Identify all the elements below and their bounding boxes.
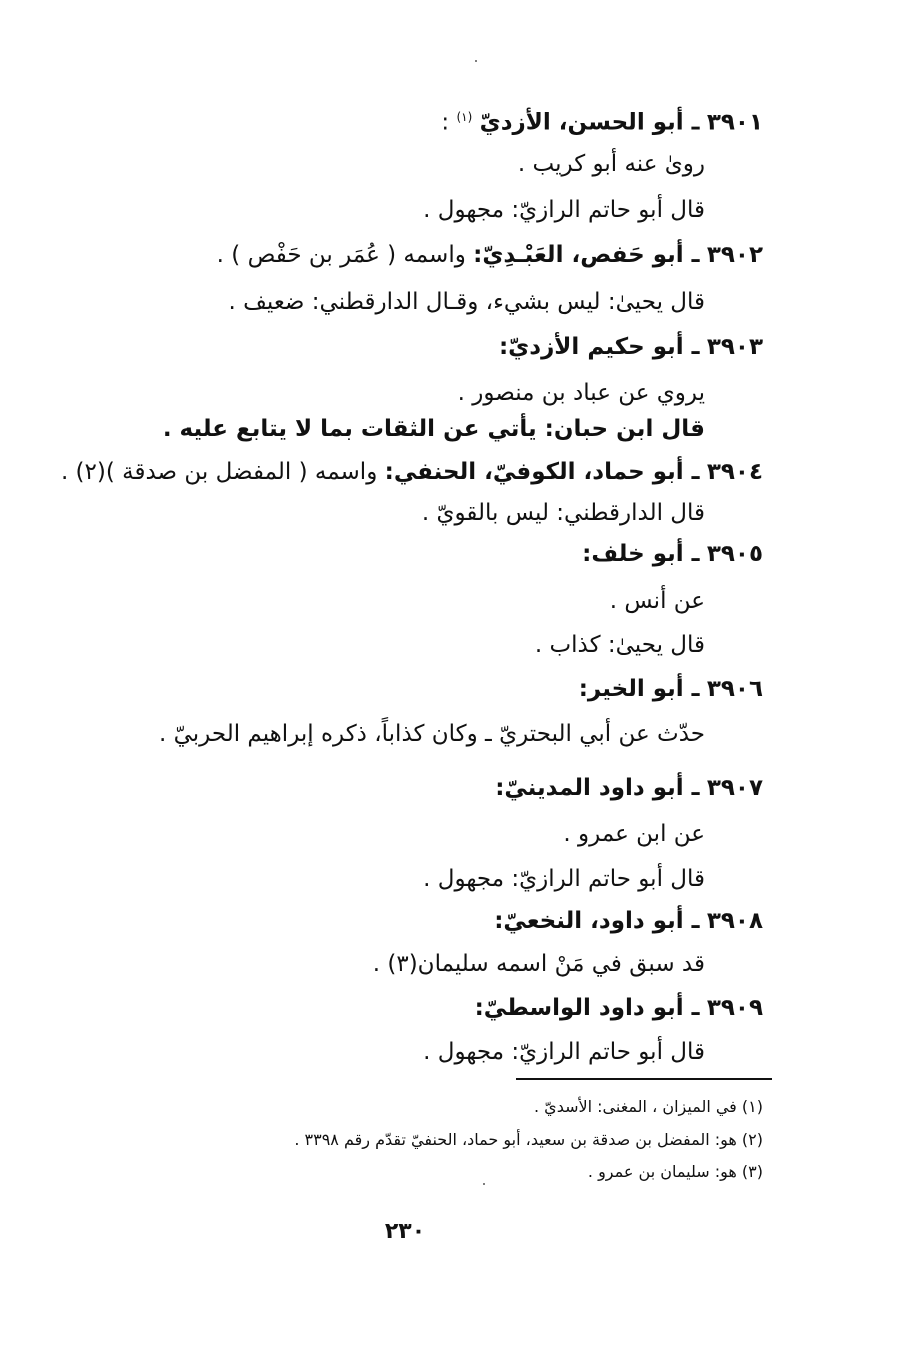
entry-number: ٣٩٠١ <box>706 109 763 136</box>
entry-3909-heading: ٣٩٠٩ ـ أبو داود الواسطيّ: <box>474 995 763 1021</box>
entry-name: أبو خلف: <box>582 541 684 567</box>
entry-number: ٣٩٠٤ <box>706 459 763 485</box>
entry-name: أبو حَفص، العَبْـدِيّ: <box>473 242 684 268</box>
entry-rest: واسمه ( المفضل بن صدقة )(٢) . <box>60 459 378 485</box>
entry-3907-line-1: عن ابن عمرو . <box>563 821 705 847</box>
entry-rest: واسمه ( عُمَر بن حَفْص ) . <box>216 242 466 268</box>
entry-name: أبو الحسن، الأزديّ <box>479 109 684 136</box>
entry-rest: : <box>441 109 450 136</box>
entry-3901-line-1: رویٰ عنه أبو كريب . <box>517 151 705 177</box>
entry-name: أبو داود، النخعيّ: <box>494 908 684 934</box>
entry-name: أبو الخير: <box>578 676 684 702</box>
footnote-separator <box>516 1078 772 1080</box>
entry-3903-line-1: يروي عن عباد بن منصور . <box>457 380 705 406</box>
entry-number: ٣٩٠٨ <box>706 908 763 934</box>
scan-speck <box>483 1183 485 1185</box>
entry-3908-heading: ٣٩٠٨ ـ أبو داود، النخعيّ: <box>494 908 763 934</box>
entry-3907-line-2: قال أبو حاتم الرازيّ: مجهول . <box>423 866 705 892</box>
entry-name: أبو حكيم الأزديّ: <box>498 334 684 360</box>
footnote-3: (٣) هو: سليمان بن عمرو . <box>587 1162 763 1181</box>
entry-number: ٣٩٠٥ <box>706 541 763 567</box>
entry-name: أبو داود الواسطيّ: <box>474 995 684 1021</box>
footnote-2: (٢) هو: المفضل بن صدقة بن سعيد، أبو حماد، الحنفيّ تقدّم رقم ٣٣٩٨ . <box>294 1130 763 1149</box>
entry-3909-line-1: قال أبو حاتم الرازيّ: مجهول . <box>423 1039 705 1065</box>
entry-3906-line-1: حدّث عن أبي البحتريّ ـ وكان كذاباً، ذكره إبراهيم الحربيّ . <box>158 721 705 747</box>
entry-3907-heading: ٣٩٠٧ ـ أبو داود المدينيّ: <box>495 775 763 801</box>
entry-3902-line-1: قال يحيىٰ: ليس بشيء، وقـال الدارقطني: ضعيف . <box>228 289 705 315</box>
entry-number: ٣٩٠٧ <box>706 775 763 801</box>
entry-3904-heading: ٣٩٠٤ ـ أبو حماد، الكوفيّ، الحنفي: واسمه ( المفضل بن صدقة )(٢) . <box>60 459 763 485</box>
entry-3905-heading: ٣٩٠٥ ـ أبو خلف: <box>582 541 763 567</box>
entry-3906-heading: ٣٩٠٦ ـ أبو الخير: <box>578 676 763 702</box>
footnote-1: (١) في الميزان ، المغنى: الأسديّ . <box>534 1097 763 1116</box>
footnote-marker: (١) <box>456 110 473 124</box>
entry-3903-line-2: قال ابن حبان: يأتي عن الثقات بما لا يتابع عليه . <box>162 416 705 442</box>
entry-3903-heading: ٣٩٠٣ ـ أبو حكيم الأزديّ: <box>498 334 763 360</box>
entry-name: أبو داود المدينيّ: <box>495 775 684 801</box>
entry-name: أبو حماد، الكوفيّ، الحنفي: <box>384 459 684 485</box>
page-number: ٢٣٠ <box>384 1219 426 1244</box>
scan-speck <box>475 60 477 62</box>
entry-3901-line-2: قال أبو حاتم الرازيّ: مجهول . <box>423 197 705 223</box>
entry-3902-heading: ٣٩٠٢ ـ أبو حَفص، العَبْـدِيّ: واسمه ( عُمَر بن حَفْص ) . <box>216 242 763 268</box>
entry-3905-line-2: قال يحيىٰ: كذاب . <box>534 632 705 658</box>
entry-number: ٣٩٠٣ <box>706 334 763 360</box>
entry-3905-line-1: عن أنس . <box>609 588 705 614</box>
entry-number: ٣٩٠٢ <box>706 242 763 268</box>
entry-3904-line-1: قال الدارقطني: ليس بالقويّ . <box>421 500 705 526</box>
entry-3908-line-1: قد سبق في مَنْ اسمه سليمان(٣) . <box>372 951 705 977</box>
entry-number: ٣٩٠٦ <box>706 676 763 702</box>
entry-number: ٣٩٠٩ <box>706 995 763 1021</box>
entry-3901-heading: ٣٩٠١ ـ أبو الحسن، الأزديّ $^{(١)}$ : <box>441 109 763 136</box>
